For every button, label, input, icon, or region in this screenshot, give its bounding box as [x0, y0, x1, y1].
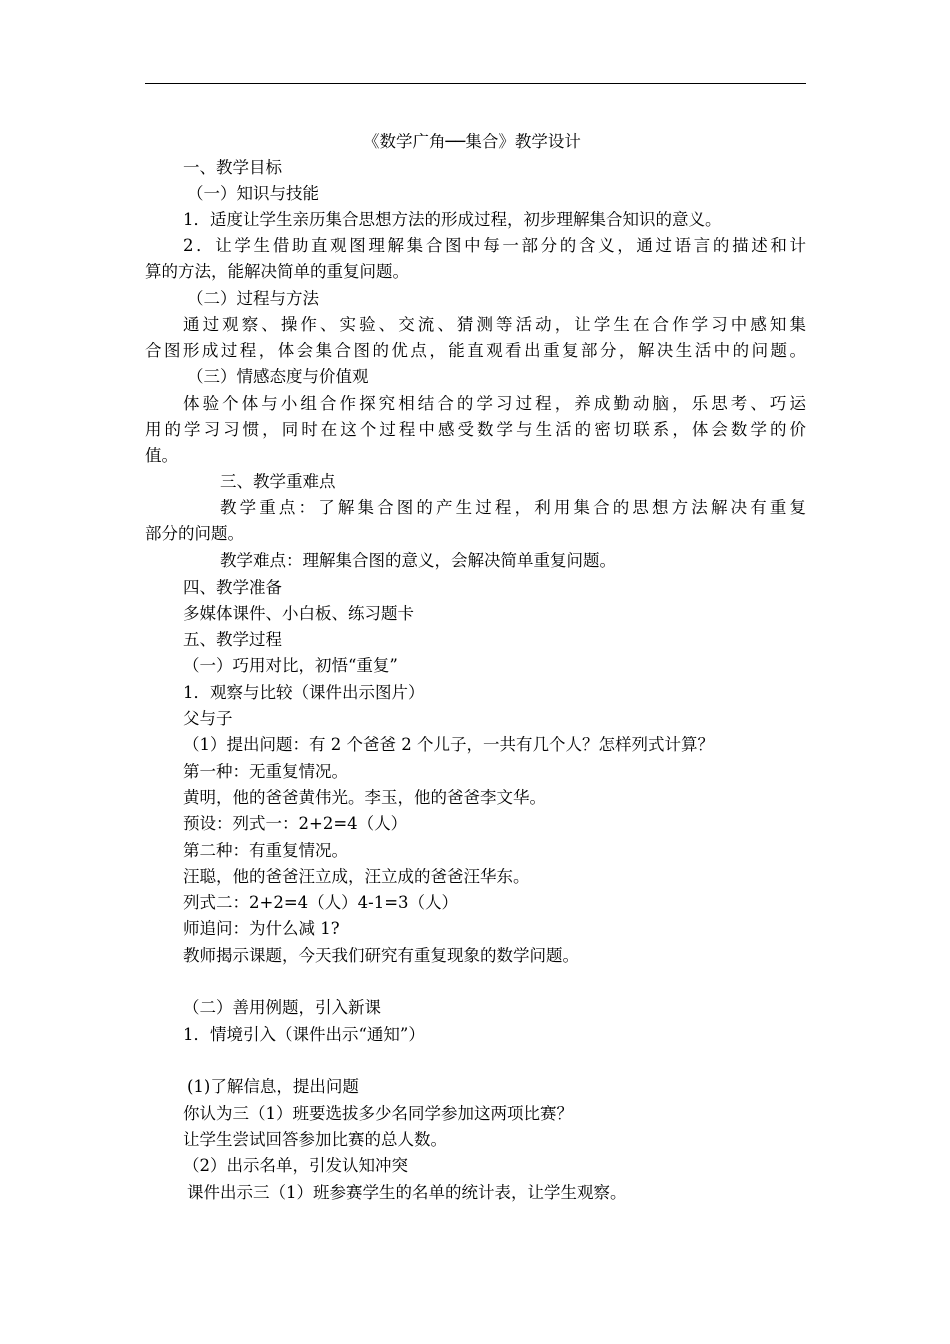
paragraph-line: 汪聪，他的爸爸汪立成，汪立成的爸爸汪华东。	[183, 867, 530, 886]
subsection-heading: （二）善用例题，引入新课	[183, 998, 381, 1017]
section-heading: 五、教学过程	[183, 630, 282, 649]
paragraph-line: 1．观察与比较（课件出示图片）	[183, 683, 425, 702]
paragraph-line: 让学生尝试回答参加比赛的总人数。	[183, 1130, 447, 1149]
subsection-heading: （三）情感态度与价值观	[187, 367, 369, 386]
paragraph-line: 第二种：有重复情况。	[183, 841, 348, 860]
section-heading: 一、教学目标	[183, 158, 282, 177]
paragraph-line: 合图形成过程，体会集合图的优点，能直观看出重复部分，解决生活中的问题。	[145, 341, 806, 360]
header-rule	[145, 83, 806, 84]
subsection-heading: （一）知识与技能	[187, 184, 319, 203]
paragraph-line: 部分的问题。	[145, 524, 244, 543]
paragraph-line: 第一种：无重复情况。	[183, 762, 348, 781]
paragraph-line: 预设：列式一：2+2=4（人）	[183, 814, 408, 833]
paragraph-line: (1)了解信息，提出问题	[187, 1077, 359, 1096]
paragraph-line: 你认为三（1）班要选拔多少名同学参加这两项比赛？	[183, 1104, 573, 1123]
paragraph-line: 算的方法，能解决简单的重复问题。	[145, 262, 409, 281]
paragraph-line: 师追问：为什么减 1?	[183, 919, 340, 938]
paragraph-line: 多媒体课件、小白板、练习题卡	[183, 604, 414, 623]
paragraph-line: 教学重点：了解集合图的产生过程，利用集合的思想方法解决有重复	[220, 498, 806, 517]
document-title: 《数学广角──集合》教学设计	[363, 132, 581, 151]
section-heading: 四、教学准备	[183, 578, 282, 597]
paragraph-line: （1）提出问题：有 2 个爸爸 2 个儿子，一共有几个人？怎样列式计算？	[183, 735, 714, 754]
paragraph-line: 值。	[145, 446, 178, 465]
paragraph-line: 2．让学生借助直观图理解集合图中每一部分的含义，通过语言的描述和计	[183, 236, 806, 255]
paragraph-line: 1．情境引入（课件出示“通知”）	[183, 1025, 425, 1044]
paragraph-line: （2）出示名单，引发认知冲突	[183, 1156, 408, 1175]
paragraph-line: 教学难点：理解集合图的意义，会解决简单重复问题。	[220, 551, 616, 570]
paragraph-line: 父与子	[183, 709, 233, 728]
paragraph-line: 黄明，他的爸爸黄伟光。李玉，他的爸爸李文华。	[183, 788, 546, 807]
paragraph-line: 列式二：2+2=4（人）4-1=3（人）	[183, 893, 459, 912]
subsection-heading: （二）过程与方法	[187, 289, 319, 308]
paragraph-line: 用的学习习惯，同时在这个过程中感受数学与生活的密切联系，体会数学的价	[145, 420, 806, 439]
paragraph-line: 教师揭示课题，今天我们研究有重复现象的数学问题。	[183, 946, 579, 965]
paragraph-line: 1．适度让学生亲历集合思想方法的形成过程，初步理解集合知识的意义。	[183, 210, 722, 229]
subsection-heading: （一）巧用对比，初悟“重复”	[183, 656, 398, 675]
paragraph-line: 体验个体与小组合作探究相结合的学习过程，养成勤动脑，乐思考、巧运	[183, 394, 806, 413]
section-heading: 三、教学重难点	[220, 472, 336, 491]
paragraph-line: 课件出示三（1）班参赛学生的名单的统计表，让学生观察。	[187, 1183, 627, 1202]
paragraph-line: 通过观察、操作、实验、交流、猜测等活动，让学生在合作学习中感知集	[183, 315, 806, 334]
